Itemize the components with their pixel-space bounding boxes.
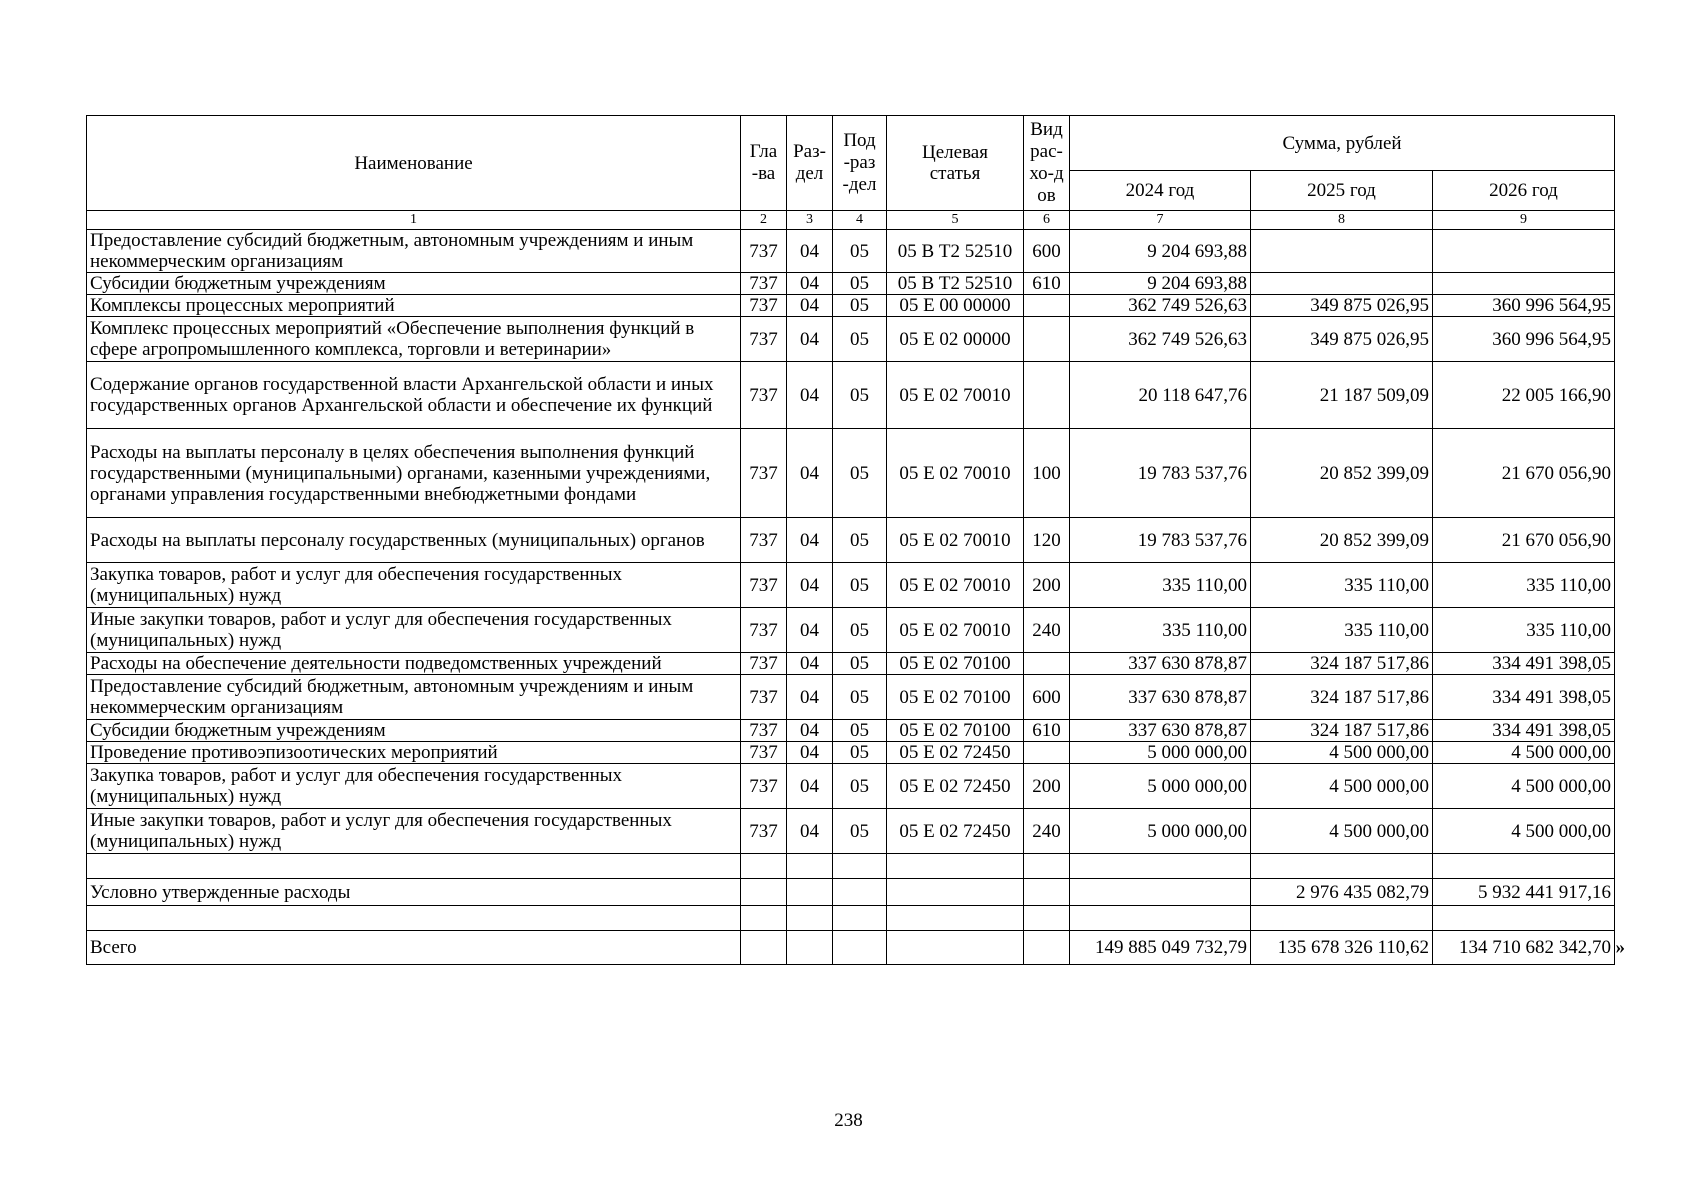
column-number: 8 [1251,211,1433,230]
row-target-article: 05 Е 02 72450 [887,764,1024,809]
row-razdel: 04 [787,563,833,608]
row-razdel: 04 [787,362,833,429]
row-target-article: 05 В Т2 52510 [887,273,1024,295]
header-vid [1024,116,1070,211]
row-amount-2026 [1433,273,1615,295]
row-podrazdel: 05 [833,675,887,720]
row-glava: 737 [741,295,787,317]
row-amount-2025: 324 187 517,86 [1251,653,1433,675]
column-number: 7 [1070,211,1251,230]
empty-cell [741,854,787,879]
table-row [87,809,1615,854]
empty-cell [741,931,787,965]
budget-table-container [86,115,1614,965]
row-expense-type [1024,742,1070,764]
row-expense-type: 600 [1024,675,1070,720]
header-podrazdel [833,116,887,211]
row-glava: 737 [741,317,787,362]
row-target-article: 05 Е 00 00000 [887,295,1024,317]
row-razdel: 04 [787,720,833,742]
table-row [87,295,1615,317]
row-razdel: 04 [787,675,833,720]
row-amount-2025: 20 852 399,09 [1251,429,1433,518]
header-vid-text: Вид рас-хо-дов [1029,119,1064,206]
empty-cell [787,854,833,879]
header-celevaya [887,116,1024,211]
row-name: Предоставление субсидий бюджетным, автономным учреждениям и иным некоммерческим организациям [87,675,741,720]
row-expense-type: 240 [1024,809,1070,854]
row-podrazdel: 05 [833,742,887,764]
row-name: Проведение противоэпизоотических мероприятий [87,742,741,764]
column-number: 2 [741,211,787,230]
table-row [87,675,1615,720]
row-razdel: 04 [787,518,833,563]
row-amount-2026: 22 005 166,90 [1433,362,1615,429]
row-razdel: 04 [787,653,833,675]
row-expense-type [1024,653,1070,675]
row-amount-2024: 337 630 878,87 [1070,653,1251,675]
empty-cell [1024,906,1070,931]
conditional-name: Условно утвержденные расходы [87,879,741,906]
row-expense-type [1024,295,1070,317]
row-target-article: 05 Е 02 72450 [887,809,1024,854]
empty-cell [741,879,787,906]
row-name: Расходы на выплаты персоналу государственных (муниципальных) органов [87,518,741,563]
empty-cell [1433,906,1615,931]
total-row [87,931,1615,965]
row-amount-2025 [1251,273,1433,295]
row-podrazdel: 05 [833,563,887,608]
column-number-row [87,211,1615,230]
row-amount-2024: 5 000 000,00 [1070,742,1251,764]
row-expense-type [1024,317,1070,362]
row-amount-2024: 335 110,00 [1070,563,1251,608]
table-body [87,211,1615,854]
total-2024: 149 885 049 732,79 [1070,931,1251,965]
total-2025: 135 678 326 110,62 [1251,931,1433,965]
empty-cell [1024,931,1070,965]
column-number: 4 [833,211,887,230]
row-amount-2025: 21 187 509,09 [1251,362,1433,429]
row-amount-2025: 4 500 000,00 [1251,809,1433,854]
row-razdel: 04 [787,273,833,295]
empty-cell [787,931,833,965]
row-expense-type: 240 [1024,608,1070,653]
row-amount-2025: 4 500 000,00 [1251,742,1433,764]
row-target-article: 05 Е 02 70010 [887,608,1024,653]
row-amount-2026: 334 491 398,05 [1433,720,1615,742]
row-amount-2024: 335 110,00 [1070,608,1251,653]
row-amount-2025 [1251,230,1433,273]
row-razdel: 04 [787,317,833,362]
conditional-2024 [1070,879,1251,906]
row-amount-2026: 360 996 564,95 [1433,317,1615,362]
empty-cell [833,879,887,906]
empty-cell [87,854,741,879]
row-target-article: 05 Е 02 00000 [887,317,1024,362]
row-amount-2024: 19 783 537,76 [1070,518,1251,563]
row-target-article: 05 Е 02 72450 [887,742,1024,764]
conditional-row [87,879,1615,906]
row-amount-2026: 335 110,00 [1433,563,1615,608]
row-razdel: 04 [787,742,833,764]
row-amount-2026: 334 491 398,05 [1433,675,1615,720]
row-glava: 737 [741,563,787,608]
table-row [87,764,1615,809]
row-target-article: 05 Е 02 70100 [887,720,1024,742]
conditional-2025: 2 976 435 082,79 [1251,879,1433,906]
table-row [87,362,1615,429]
conditional-2026: 5 932 441 917,16 [1433,879,1615,906]
row-amount-2026: 4 500 000,00 [1433,764,1615,809]
row-expense-type: 120 [1024,518,1070,563]
row-name: Закупка товаров, работ и услуг для обеспечения государственных (муниципальных) нужд [87,764,741,809]
empty-row [87,854,1615,879]
row-expense-type: 610 [1024,273,1070,295]
row-name: Субсидии бюджетным учреждениям [87,720,741,742]
row-amount-2024: 20 118 647,76 [1070,362,1251,429]
table-row [87,608,1615,653]
row-amount-2025: 20 852 399,09 [1251,518,1433,563]
row-amount-2024: 362 749 526,63 [1070,295,1251,317]
row-amount-2025: 324 187 517,86 [1251,675,1433,720]
row-amount-2024: 5 000 000,00 [1070,809,1251,854]
empty-cell [1070,906,1251,931]
table-row [87,518,1615,563]
row-target-article: 05 В Т2 52510 [887,230,1024,273]
empty-cell [1251,906,1433,931]
column-number: 9 [1433,211,1615,230]
row-amount-2024: 337 630 878,87 [1070,720,1251,742]
row-razdel: 04 [787,608,833,653]
row-name: Иные закупки товаров, работ и услуг для обеспечения государственных (муниципальных) нужд [87,608,741,653]
row-target-article: 05 Е 02 70100 [887,675,1024,720]
row-amount-2024: 9 204 693,88 [1070,273,1251,295]
row-amount-2025: 349 875 026,95 [1251,295,1433,317]
table-row [87,429,1615,518]
header-year-2025: 2025 год [1251,171,1433,211]
row-amount-2026: 21 670 056,90 [1433,429,1615,518]
empty-cell [787,906,833,931]
row-name: Расходы на выплаты персоналу в целях обеспечения выполнения функций государственными (муниципальными) органами, казенными учреждениями, органами управления государственными внебюджетными фондами [87,429,741,518]
row-podrazdel: 05 [833,317,887,362]
row-name: Иные закупки товаров, работ и услуг для обеспечения государственных (муниципальных) нужд [87,809,741,854]
row-amount-2025: 335 110,00 [1251,563,1433,608]
empty-cell [833,854,887,879]
empty-cell [1251,854,1433,879]
empty-cell [887,906,1024,931]
table-row [87,742,1615,764]
row-expense-type: 100 [1024,429,1070,518]
empty-cell [1433,854,1615,879]
row-glava: 737 [741,675,787,720]
table-row [87,317,1615,362]
row-glava: 737 [741,429,787,518]
row-glava: 737 [741,764,787,809]
row-expense-type: 200 [1024,563,1070,608]
row-amount-2025: 335 110,00 [1251,608,1433,653]
row-name: Содержание органов государственной власти Архангельской области и иных государственных органов Архангельской области и обеспечение их функций [87,362,741,429]
header-summa: Сумма, рублей [1070,116,1615,171]
row-razdel: 04 [787,764,833,809]
row-target-article: 05 Е 02 70100 [887,653,1024,675]
header-podrazdel-text: Под-раз-дел [842,130,877,195]
row-expense-type: 600 [1024,230,1070,273]
column-number: 3 [787,211,833,230]
header-name: Наименование [87,116,741,211]
row-expense-type: 200 [1024,764,1070,809]
header-year-2024: 2024 год [1070,171,1251,211]
column-number: 6 [1024,211,1070,230]
closing-quote: » [1615,936,1626,958]
row-name: Комплекс процессных мероприятий «Обеспечение выполнения функций в сфере агропромышленного комплекса, торговли и ветеринарии» [87,317,741,362]
row-name: Предоставление субсидий бюджетным, автономным учреждениям и иным некоммерческим организациям [87,230,741,273]
header-razdel [787,116,833,211]
header-razdel-text: Раз-дел [793,141,826,184]
row-amount-2026: 4 500 000,00 [1433,742,1615,764]
row-target-article: 05 Е 02 70010 [887,563,1024,608]
empty-cell [1024,854,1070,879]
row-razdel: 04 [787,809,833,854]
table-row [87,563,1615,608]
row-name: Субсидии бюджетным учреждениям [87,273,741,295]
row-name: Расходы на обеспечение деятельности подведомственных учреждений [87,653,741,675]
row-podrazdel: 05 [833,809,887,854]
row-glava: 737 [741,362,787,429]
row-amount-2025: 349 875 026,95 [1251,317,1433,362]
row-amount-2025: 324 187 517,86 [1251,720,1433,742]
row-podrazdel: 05 [833,720,887,742]
row-glava: 737 [741,653,787,675]
empty-cell [887,879,1024,906]
row-target-article: 05 Е 02 70010 [887,518,1024,563]
row-amount-2026: 360 996 564,95 [1433,295,1615,317]
row-amount-2025: 4 500 000,00 [1251,764,1433,809]
row-target-article: 05 Е 02 70010 [887,362,1024,429]
row-name: Закупка товаров, работ и услуг для обеспечения государственных (муниципальных) нужд [87,563,741,608]
row-amount-2026 [1433,230,1615,273]
row-glava: 737 [741,742,787,764]
row-podrazdel: 05 [833,518,887,563]
header-year-2026: 2026 год [1433,171,1615,211]
header-glava [741,116,787,211]
table-row [87,720,1615,742]
empty-cell [787,879,833,906]
empty-cell [833,906,887,931]
header-celevaya-text: Целевая статья [922,142,988,184]
empty-cell [1024,879,1070,906]
row-podrazdel: 05 [833,653,887,675]
row-podrazdel: 05 [833,273,887,295]
table-row [87,230,1615,273]
empty-cell [1070,854,1251,879]
row-glava: 737 [741,809,787,854]
row-amount-2024: 5 000 000,00 [1070,764,1251,809]
empty-row [87,906,1615,931]
empty-cell [887,931,1024,965]
empty-cell [887,854,1024,879]
row-glava: 737 [741,230,787,273]
total-2026: 134 710 682 342,70 [1433,931,1615,965]
row-razdel: 04 [787,429,833,518]
row-glava: 737 [741,518,787,563]
row-target-article: 05 Е 02 70010 [887,429,1024,518]
page-number: 238 [834,1110,863,1131]
row-podrazdel: 05 [833,362,887,429]
empty-cell [833,931,887,965]
row-amount-2024: 19 783 537,76 [1070,429,1251,518]
empty-cell [741,906,787,931]
row-podrazdel: 05 [833,608,887,653]
row-podrazdel: 05 [833,295,887,317]
row-razdel: 04 [787,295,833,317]
row-glava: 737 [741,608,787,653]
budget-table [86,115,1615,965]
row-expense-type [1024,362,1070,429]
row-glava: 737 [741,720,787,742]
row-amount-2024: 337 630 878,87 [1070,675,1251,720]
row-name: Комплексы процессных мероприятий [87,295,741,317]
table-footer-body [87,854,1615,965]
row-podrazdel: 05 [833,429,887,518]
column-number: 1 [87,211,741,230]
table-row [87,273,1615,295]
row-razdel: 04 [787,230,833,273]
total-name: Всего [87,931,741,965]
row-podrazdel: 05 [833,764,887,809]
table-row [87,653,1615,675]
row-amount-2024: 9 204 693,88 [1070,230,1251,273]
column-number: 5 [887,211,1024,230]
header-glava-text: Гла-ва [749,141,778,184]
row-expense-type: 610 [1024,720,1070,742]
row-amount-2026: 335 110,00 [1433,608,1615,653]
row-amount-2026: 334 491 398,05 [1433,653,1615,675]
row-amount-2026: 21 670 056,90 [1433,518,1615,563]
row-podrazdel: 05 [833,230,887,273]
row-amount-2024: 362 749 526,63 [1070,317,1251,362]
row-glava: 737 [741,273,787,295]
row-amount-2026: 4 500 000,00 [1433,809,1615,854]
empty-cell [87,906,741,931]
